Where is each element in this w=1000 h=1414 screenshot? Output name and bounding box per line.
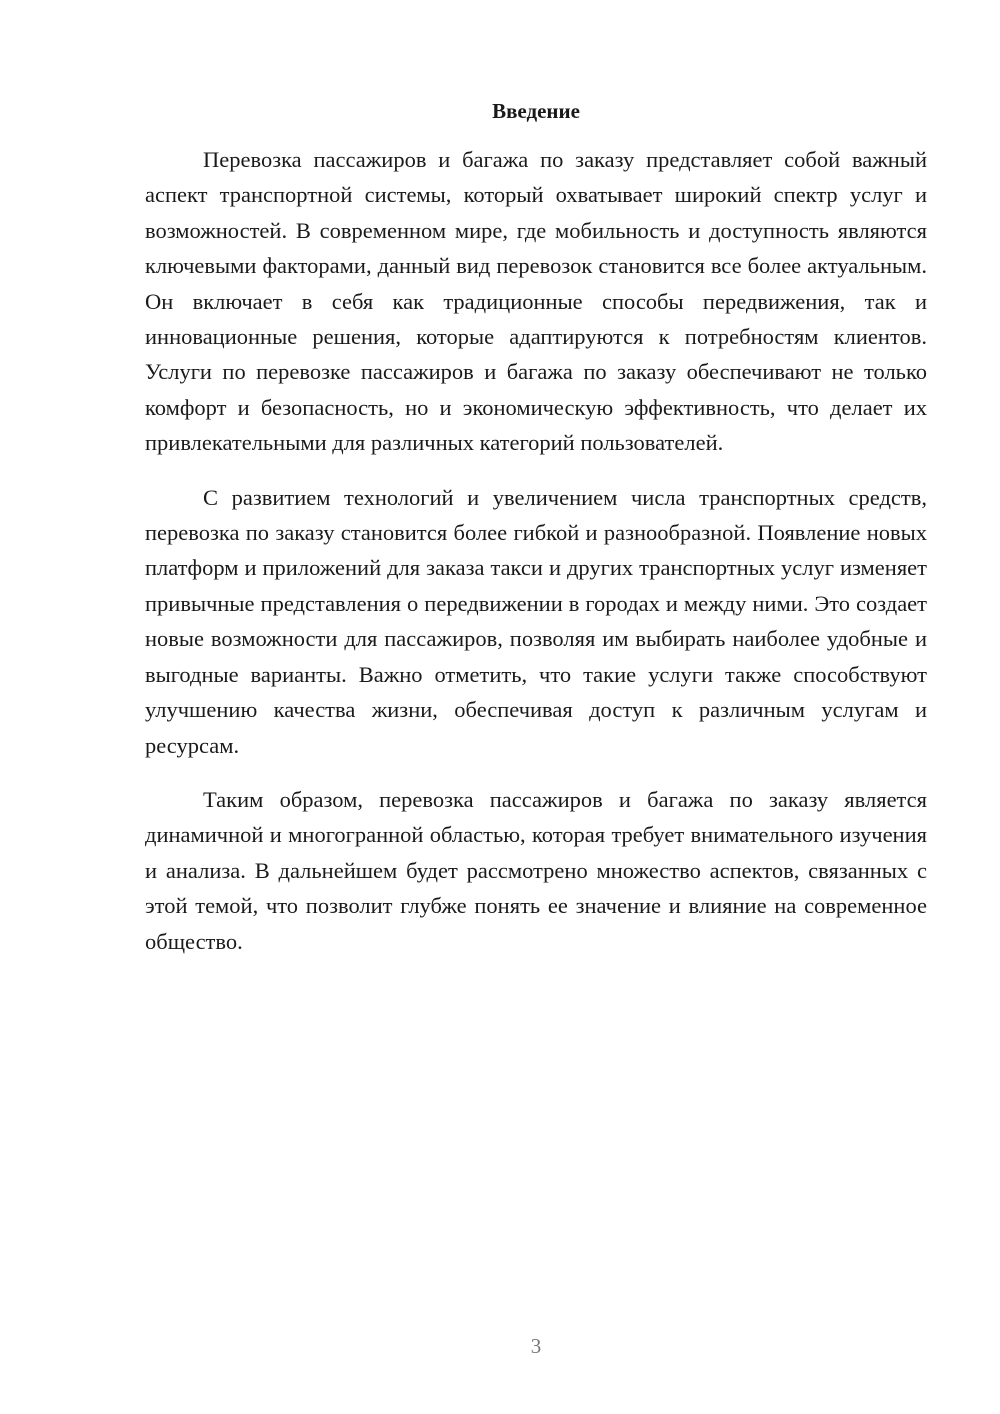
section-title: Введение bbox=[492, 99, 580, 123]
paragraph-1: Перевозка пассажиров и багажа по заказу представляет собой важный аспект транспортной системы, который охватывает широкий спектр услуг и возможностей. В современном мире, где мобильность и доступность являются ключевыми факторами, данный вид перевозок становится все более актуальным. Он включает в себя как традиционные способы передвижения, так и инновационные решения, которые адаптируются к потребностям клиентов. Услуги по перевозке пассажиров и багажа по заказу обеспечивают не только комфорт и безопасность, но и экономическую эффективность, что делает их привлекательными для различных категорий пользователей. bbox=[145, 147, 927, 456]
body-text bbox=[145, 142, 927, 978]
page-number: 3 bbox=[530, 1334, 542, 1358]
paragraph-3: Таким образом, перевозка пассажиров и багажа по заказу является динамичной и многогранной областью, которая требует внимательного изучения и анализа. В дальнейшем будет рассмотрено множество аспектов, связанных с этой темой, что позволит глубже понять ее значение и влияние на современное общество. bbox=[145, 786, 927, 954]
paragraph-2: С развитием технологий и увеличением числа транспортных средств, перевозка по заказу становится более гибкой и разнообразной. Появление новых платформ и приложений для заказа такси и других транспортных услуг изменяет привычные представления о передвижении в городах и между ними. Это создает новые возможности для пассажиров, позволяя им выбирать наиболее удобные и выгодные варианты. Важно отметить, что такие услуги также способствуют улучшению качества жизни, обеспечивая доступ к различным услугам и ресурсам. bbox=[145, 484, 927, 758]
